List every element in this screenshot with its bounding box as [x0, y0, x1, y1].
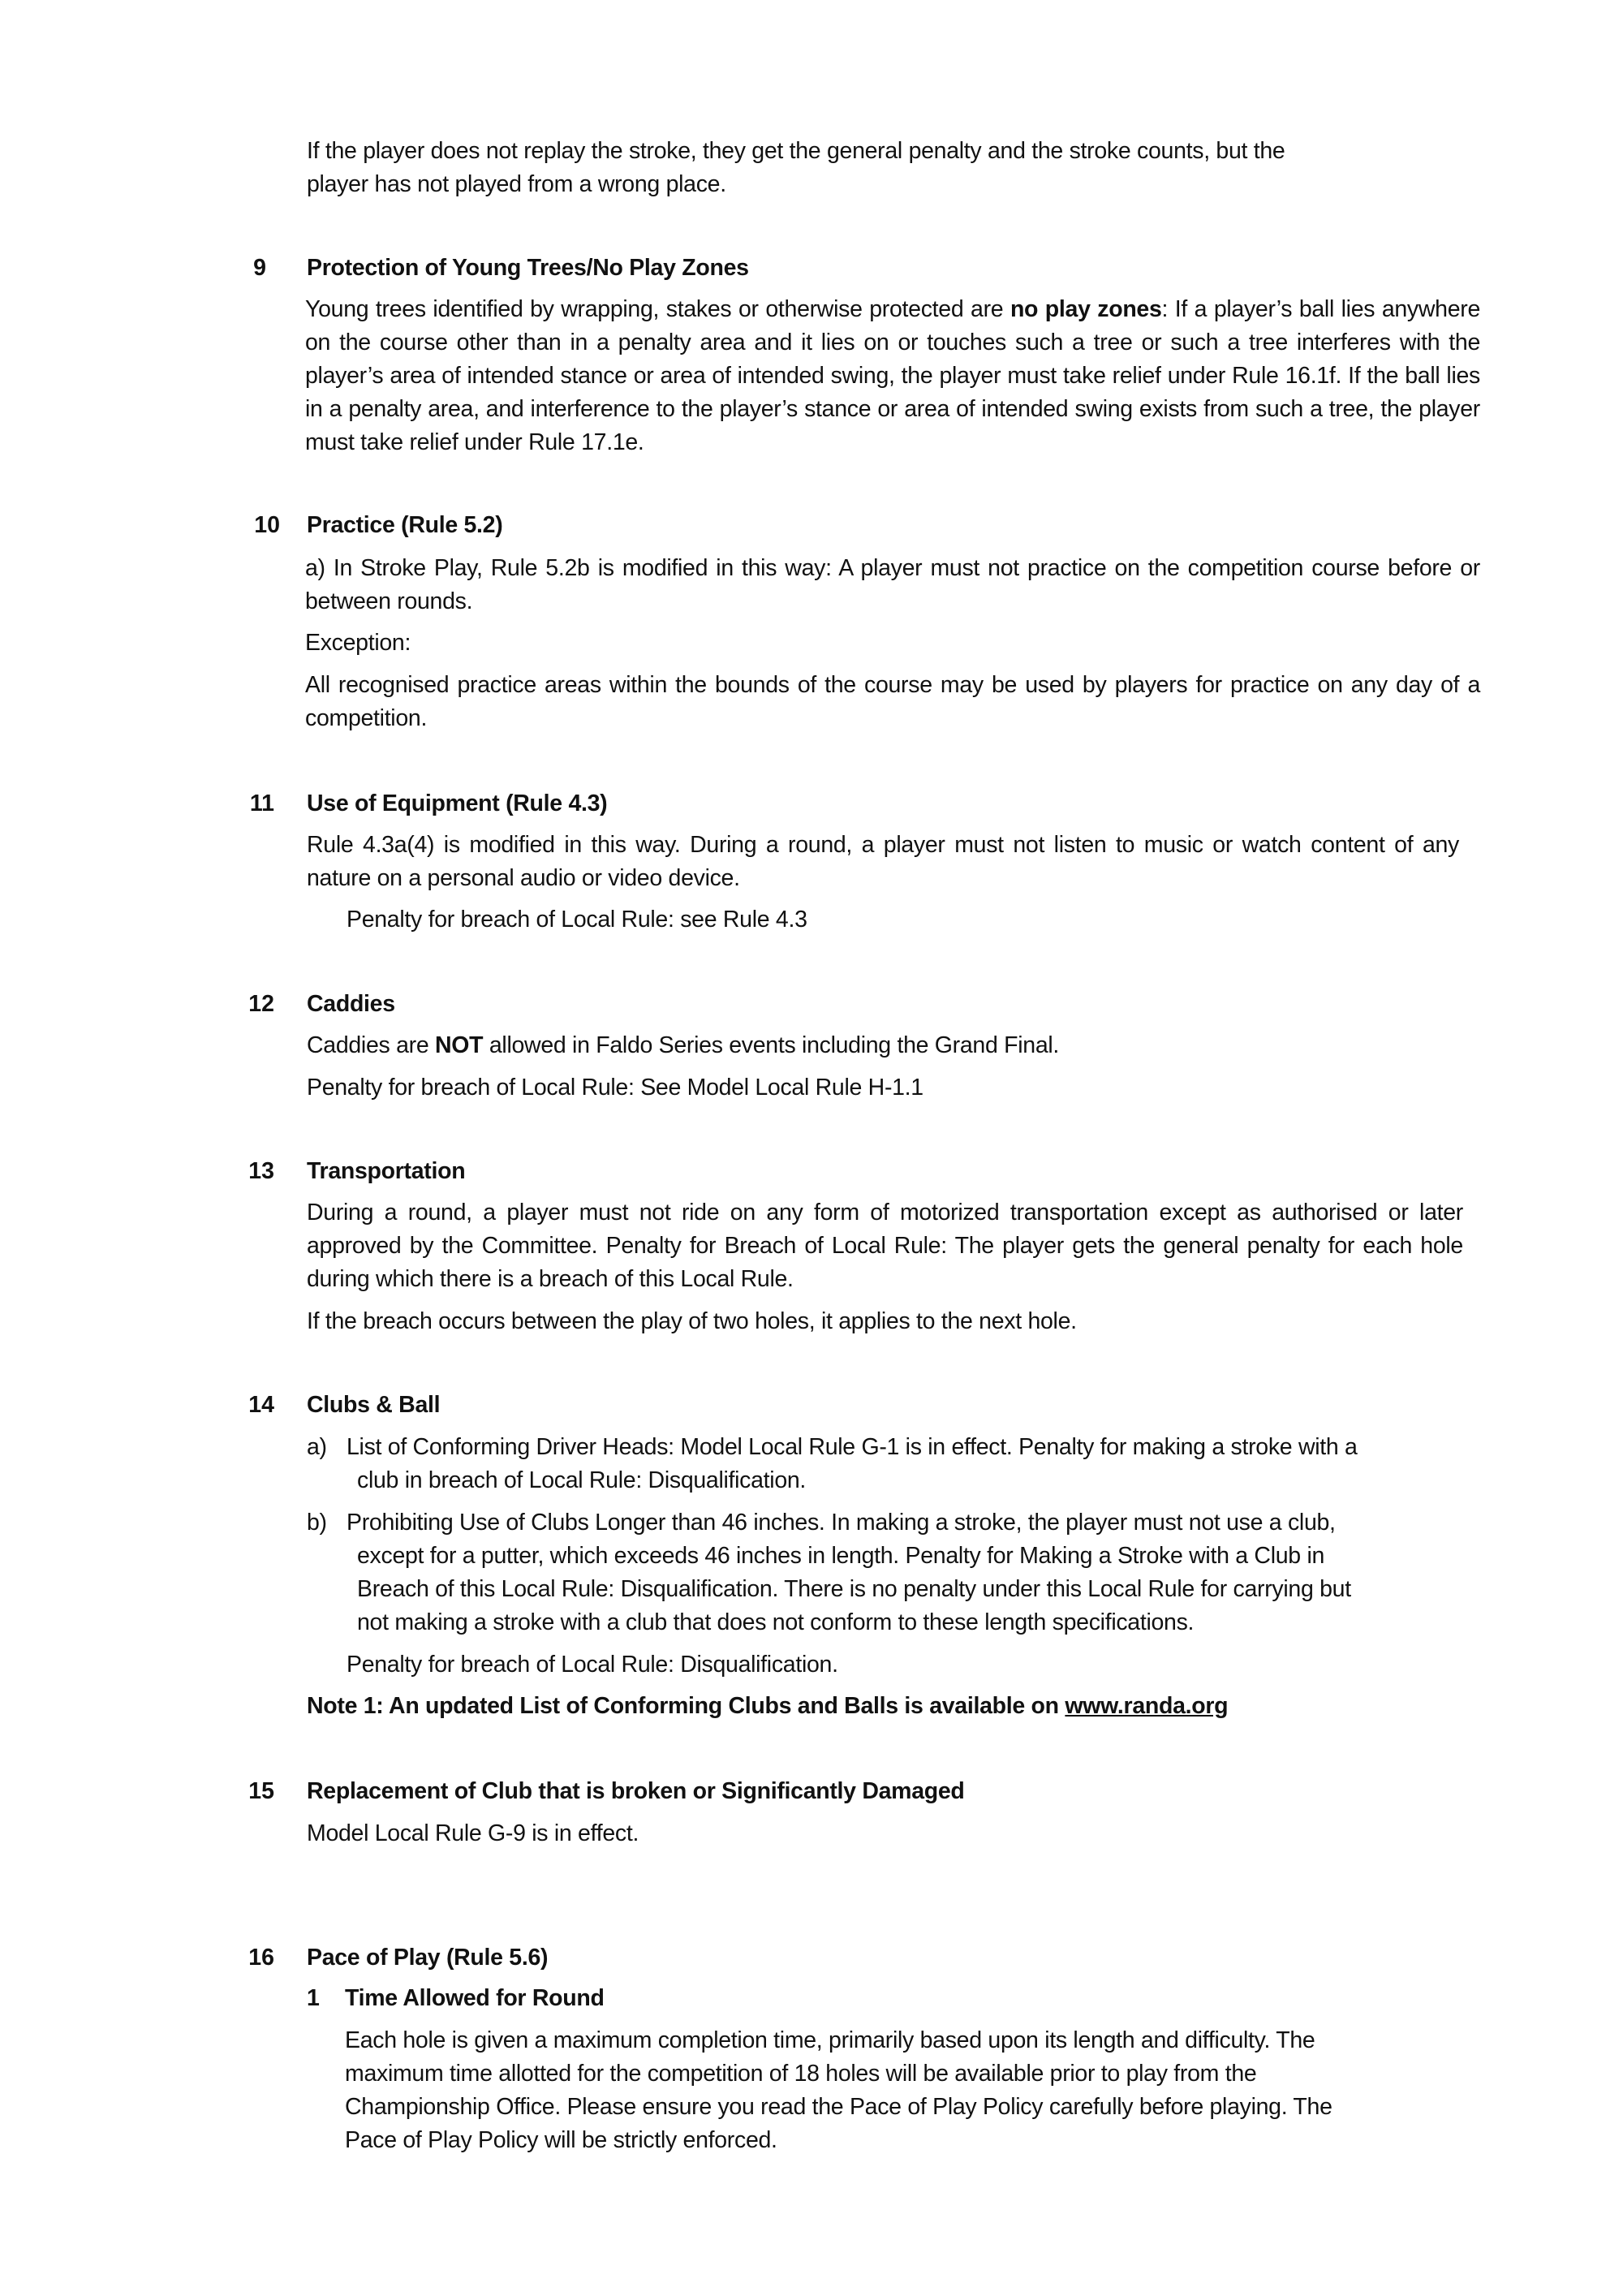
section-15-body: Model Local Rule G-9 is in effect.	[307, 1820, 639, 1846]
intro-line-2: player has not played from a wrong place.	[307, 171, 726, 197]
section-14-note	[307, 1690, 1228, 1723]
section-10-number: 10	[254, 512, 280, 538]
section-10-para-a: a) In Stroke Play, Rule 5.2b is modified in this way: A player must not practice on the competition course before or between rounds.	[305, 555, 1480, 614]
section-11-number: 11	[249, 790, 274, 816]
section-14-item-b-line-3: Breach of this Local Rule: Disqualification. There is no penalty under this Local Rule for carrying but	[357, 1576, 1351, 1602]
section-10-exception-body: All recognised practice areas within the bounds of the course may be used by players for practice on any day of a competition.	[305, 672, 1480, 731]
section-14-item-b-line-2: except for a putter, which exceeds 46 inches in length. Penalty for Making a Stroke with a Club in	[357, 1543, 1325, 1569]
section-10-exception-label: Exception:	[305, 630, 411, 656]
section-16-body-line-1: Each hole is given a maximum completion time, primarily based upon its length and difficulty. The	[345, 2027, 1315, 2053]
randa-link[interactable]: www.randa.org	[1065, 1693, 1229, 1719]
section-16-sub-number: 1	[307, 1985, 320, 2011]
section-13-number: 13	[248, 1158, 274, 1184]
section-14-item-a-line-1: List of Conforming Driver Heads: Model Local Rule G-1 is in effect. Penalty for making a stroke with a	[347, 1434, 1358, 1460]
section-12-body-text-cont: allowed in Faldo Series events including the Grand Final.	[483, 1032, 1060, 1058]
no-play-zones-emphasis: no play zones	[1010, 296, 1162, 322]
section-11-body: Rule 4.3a(4) is modified in this way. During a round, a player must not listen to music or watch content of any nature on a personal audio or video device.	[307, 832, 1459, 891]
section-12-number: 12	[248, 991, 274, 1017]
section-12-title: Caddies	[307, 991, 395, 1017]
section-16-sub-title: Time Allowed for Round	[345, 1985, 605, 2011]
section-13-title: Transportation	[307, 1158, 466, 1184]
section-14-item-b-line-4: not making a stroke with a club that does not conform to these length specifications.	[357, 1609, 1195, 1635]
section-9-title: Protection of Young Trees/No Play Zones	[307, 255, 749, 281]
section-9-number: 9	[253, 255, 266, 281]
section-10-title: Practice (Rule 5.2)	[307, 512, 503, 538]
section-14-item-b-line-1: Prohibiting Use of Clubs Longer than 46 inches. In making a stroke, the player must not use a club,	[347, 1510, 1336, 1536]
section-9-body-text: Young trees identified by wrapping, stakes or otherwise protected are	[305, 296, 1010, 322]
note-text: Note 1: An updated List of Conforming Clubs and Balls is available on	[307, 1693, 1065, 1719]
section-13-body: During a round, a player must not ride on any form of motorized transportation except as authorised or later approved by the Committee. Penalty for Breach of Local Rule: The player gets the general penalty for each hole during which there is a breach of this Local Rule.	[307, 1200, 1463, 1292]
section-12-penalty: Penalty for breach of Local Rule: See Model Local Rule H-1.1	[307, 1075, 923, 1101]
section-16-body-line-2: maximum time allotted for the competition of 18 holes will be available prior to play from the	[345, 2061, 1257, 2087]
section-9-body-text-cont: : If a player’s ball lies anywhere on the course other than in a penalty area and it lies on or touches such a tree or such a tree interferes with the player’s area of intended stance or area of intended swing, the player must take relief under Rule 16.1f. If the ball lies in a penalty area, and interference to the player’s stance or area of intended swing exists from such a tree, the player must take relief under Rule 17.1e.	[305, 296, 1480, 455]
section-13-body-2: If the breach occurs between the play of two holes, it applies to the next hole.	[307, 1308, 1077, 1334]
not-emphasis: NOT	[435, 1032, 484, 1058]
section-15-number: 15	[248, 1778, 274, 1804]
section-11-title: Use of Equipment (Rule 4.3)	[307, 790, 608, 816]
section-16-body-line-4: Pace of Play Policy will be strictly enforced.	[345, 2127, 777, 2153]
section-14-title: Clubs & Ball	[307, 1392, 441, 1418]
section-11-penalty: Penalty for breach of Local Rule: see Rule 4.3	[347, 907, 807, 933]
section-14-penalty: Penalty for breach of Local Rule: Disqualification.	[347, 1652, 838, 1678]
section-12-body-text: Caddies are	[307, 1032, 435, 1058]
section-16-body-line-3: Championship Office. Please ensure you read the Pace of Play Policy carefully before playing. The	[345, 2094, 1332, 2120]
section-14-item-a-line-2: club in breach of Local Rule: Disqualification.	[357, 1467, 807, 1493]
section-9-body	[305, 293, 1480, 459]
section-14-item-a-marker: a)	[307, 1434, 327, 1460]
section-14-number: 14	[248, 1392, 274, 1418]
section-16-title: Pace of Play (Rule 5.6)	[307, 1945, 549, 1971]
section-16-number: 16	[248, 1945, 274, 1971]
section-12-body	[307, 1029, 1059, 1062]
section-14-item-b-marker: b)	[307, 1510, 327, 1536]
intro-line-1: If the player does not replay the stroke, they get the general penalty and the stroke counts, but the	[307, 138, 1285, 164]
section-15-title: Replacement of Club that is broken or Significantly Damaged	[307, 1778, 965, 1804]
